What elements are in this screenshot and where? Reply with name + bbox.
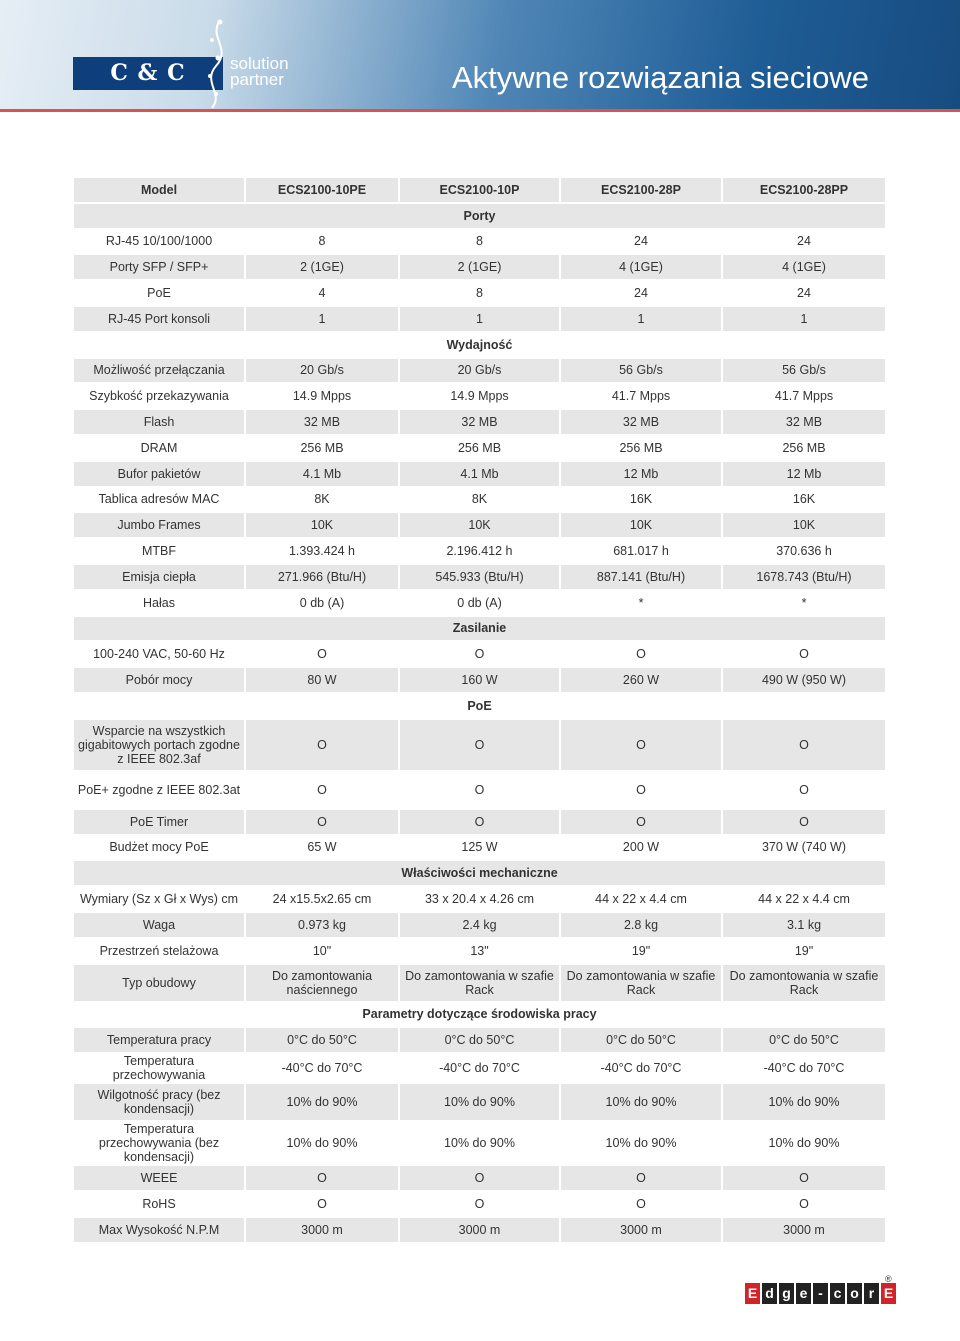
section-title: PoE <box>74 694 885 720</box>
cell-value: 2.8 kg <box>561 913 723 939</box>
cell-value: 0 db (A) <box>400 591 561 617</box>
cell-value: O <box>723 1166 885 1192</box>
table-row <box>74 230 885 256</box>
cell-value: O <box>246 720 400 772</box>
cell-value: 10K <box>246 513 400 539</box>
row-label: Temperatura przechowywania (bez kondensacji) <box>74 1122 246 1166</box>
cell-value: Do zamontowania w szafie Rack <box>723 965 885 1003</box>
cell-value: O <box>561 772 723 810</box>
cell-value: O <box>246 1192 400 1218</box>
cell-value: 10K <box>723 513 885 539</box>
cell-value: 10% do 90% <box>246 1084 400 1122</box>
row-label: RoHS <box>74 1192 246 1218</box>
section-header-row <box>74 694 885 720</box>
table-row <box>74 307 885 333</box>
cell-value: O <box>400 1192 561 1218</box>
row-label: Wsparcie na wszystkich gigabitowych portach zgodne z IEEE 802.3af <box>74 720 246 772</box>
logo-letter: c <box>830 1283 845 1304</box>
section-header-row <box>74 204 885 230</box>
cell-value: 256 MB <box>723 436 885 462</box>
cell-value: 14.9 Mpps <box>400 384 561 410</box>
table-row <box>74 281 885 307</box>
cell-value: Do zamontowania w szafie Rack <box>561 965 723 1003</box>
cell-value: 200 W <box>561 836 723 862</box>
table-row <box>74 810 885 836</box>
cell-value: 2.196.412 h <box>400 539 561 565</box>
cell-value: 24 <box>561 230 723 256</box>
cell-value: 0°C do 50°C <box>400 1028 561 1054</box>
row-label: RJ-45 10/100/1000 <box>74 230 246 256</box>
column-header: ECS2100-28PP <box>723 178 885 204</box>
cell-value: 8K <box>246 488 400 514</box>
row-label: Pobór mocy <box>74 668 246 694</box>
cell-value: 32 MB <box>723 410 885 436</box>
section-header-row <box>74 861 885 887</box>
row-label: DRAM <box>74 436 246 462</box>
cell-value: O <box>246 1166 400 1192</box>
cell-value: 3000 m <box>400 1218 561 1244</box>
logo-letter: g <box>779 1283 794 1304</box>
cell-value: O <box>723 810 885 836</box>
cell-value: 56 Gb/s <box>723 359 885 385</box>
edgecore-logo <box>745 1283 898 1304</box>
row-label: 100-240 VAC, 50-60 Hz <box>74 642 246 668</box>
cell-value: 80 W <box>246 668 400 694</box>
cell-value: 4 <box>246 281 400 307</box>
section-header-row <box>74 1003 885 1029</box>
cell-value: 1 <box>561 307 723 333</box>
table-row <box>74 913 885 939</box>
row-label: Porty SFP / SFP+ <box>74 255 246 281</box>
row-label: Budżet mocy PoE <box>74 836 246 862</box>
cell-value: 41.7 Mpps <box>723 384 885 410</box>
cell-value: 256 MB <box>246 436 400 462</box>
table-row <box>74 965 885 1003</box>
cell-value: 0 db (A) <box>246 591 400 617</box>
cell-value: 33 x 20.4 x 4.26 cm <box>400 887 561 913</box>
section-title: Właściwości mechaniczne <box>74 861 885 887</box>
cell-value: 4 (1GE) <box>723 255 885 281</box>
cell-value: 20 Gb/s <box>400 359 561 385</box>
row-label: Typ obudowy <box>74 965 246 1003</box>
cell-value: -40°C do 70°C <box>723 1054 885 1084</box>
cell-value: 271.966 (Btu/H) <box>246 565 400 591</box>
row-label: Waga <box>74 913 246 939</box>
cell-value: 24 <box>561 281 723 307</box>
logo-subtitle <box>230 56 289 88</box>
cell-value: 1.393.424 h <box>246 539 400 565</box>
cell-value: O <box>400 1166 561 1192</box>
cell-value: 44 x 22 x 4.4 cm <box>561 887 723 913</box>
cell-value: 41.7 Mpps <box>561 384 723 410</box>
table-row <box>74 1084 885 1122</box>
table-row <box>74 488 885 514</box>
table-row <box>74 359 885 385</box>
table-row <box>74 772 885 810</box>
cell-value: 370 W (740 W) <box>723 836 885 862</box>
row-label: Temperatura pracy <box>74 1028 246 1054</box>
row-label: Jumbo Frames <box>74 513 246 539</box>
cell-value: 125 W <box>400 836 561 862</box>
row-label: Flash <box>74 410 246 436</box>
table-row <box>74 513 885 539</box>
cell-value: 0°C do 50°C <box>561 1028 723 1054</box>
cell-value: * <box>723 591 885 617</box>
cell-value: O <box>561 810 723 836</box>
section-header-row <box>74 617 885 643</box>
cell-value: 32 MB <box>246 410 400 436</box>
cell-value: O <box>400 772 561 810</box>
row-label: Wilgotność pracy (bez kondensacji) <box>74 1084 246 1122</box>
table-row <box>74 1218 885 1244</box>
table-row <box>74 436 885 462</box>
cell-value: O <box>246 772 400 810</box>
cell-value: 0°C do 50°C <box>246 1028 400 1054</box>
cell-value: 8 <box>400 230 561 256</box>
cell-value: -40°C do 70°C <box>400 1054 561 1084</box>
row-label: Emisja ciepła <box>74 565 246 591</box>
table-row <box>74 1028 885 1054</box>
cell-value: 1 <box>723 307 885 333</box>
cell-value: O <box>561 642 723 668</box>
table-row <box>74 1122 885 1166</box>
cell-value: 44 x 22 x 4.4 cm <box>723 887 885 913</box>
table-row <box>74 720 885 772</box>
page-title: Aktywne rozwiązania sieciowe <box>452 60 869 95</box>
section-title: Porty <box>74 204 885 230</box>
table-row <box>74 836 885 862</box>
cell-value: 20 Gb/s <box>246 359 400 385</box>
cell-value: 1678.743 (Btu/H) <box>723 565 885 591</box>
cell-value: O <box>246 642 400 668</box>
table-row <box>74 384 885 410</box>
cell-value: 32 MB <box>561 410 723 436</box>
cell-value: 545.933 (Btu/H) <box>400 565 561 591</box>
cell-value: Do zamontowania naściennego <box>246 965 400 1003</box>
table-row <box>74 939 885 965</box>
cell-value: 19" <box>723 939 885 965</box>
section-title: Wydajność <box>74 333 885 359</box>
cell-value: 8 <box>246 230 400 256</box>
cell-value: 10K <box>400 513 561 539</box>
table-row <box>74 668 885 694</box>
cell-value: -40°C do 70°C <box>561 1054 723 1084</box>
table-row <box>74 565 885 591</box>
cell-value: 160 W <box>400 668 561 694</box>
cell-value: 10% do 90% <box>246 1122 400 1166</box>
cell-value: 1 <box>400 307 561 333</box>
cell-value: 10K <box>561 513 723 539</box>
row-label: Tablica adresów MAC <box>74 488 246 514</box>
column-header: ECS2100-10PE <box>246 178 400 204</box>
cell-value: 10% do 90% <box>723 1122 885 1166</box>
cell-value: 3000 m <box>561 1218 723 1244</box>
row-label: Temperatura przechowywania <box>74 1054 246 1084</box>
cell-value: 16K <box>723 488 885 514</box>
cc-logo: C & C <box>110 60 186 86</box>
cell-value: 56 Gb/s <box>561 359 723 385</box>
logo-letter: o <box>847 1283 862 1304</box>
cell-value: 2 (1GE) <box>400 255 561 281</box>
cell-value: 32 MB <box>400 410 561 436</box>
cell-value: 256 MB <box>561 436 723 462</box>
cell-value: O <box>723 1192 885 1218</box>
cell-value: O <box>723 642 885 668</box>
row-label: PoE <box>74 281 246 307</box>
cell-value: 1 <box>246 307 400 333</box>
cell-value: 260 W <box>561 668 723 694</box>
column-header: ECS2100-10P <box>400 178 561 204</box>
cell-value: O <box>723 720 885 772</box>
row-label: Hałas <box>74 591 246 617</box>
cell-value: Do zamontowania w szafie Rack <box>400 965 561 1003</box>
cell-value: 2.4 kg <box>400 913 561 939</box>
cell-value: 19" <box>561 939 723 965</box>
header-divider <box>0 109 960 112</box>
cell-value: 0.973 kg <box>246 913 400 939</box>
table-row <box>74 1192 885 1218</box>
cell-value: 3000 m <box>723 1218 885 1244</box>
row-label: WEEE <box>74 1166 246 1192</box>
logo-letter: E <box>745 1283 760 1304</box>
cell-value: 8K <box>400 488 561 514</box>
cell-value: O <box>400 810 561 836</box>
table-row <box>74 591 885 617</box>
cell-value: 10% do 90% <box>561 1084 723 1122</box>
row-label: RJ-45 Port konsoli <box>74 307 246 333</box>
cell-value: 16K <box>561 488 723 514</box>
cell-value: 887.141 (Btu/H) <box>561 565 723 591</box>
cell-value: 4 (1GE) <box>561 255 723 281</box>
section-title: Parametry dotyczące środowiska pracy <box>74 1003 885 1029</box>
cell-value: 12 Mb <box>561 462 723 488</box>
cell-value: O <box>723 772 885 810</box>
table-row <box>74 642 885 668</box>
cell-value: 24 <box>723 230 885 256</box>
cell-value: 24 <box>723 281 885 307</box>
row-label: Wymiary (Sz x Gł x Wys) cm <box>74 887 246 913</box>
cell-value: 14.9 Mpps <box>246 384 400 410</box>
row-label: Max Wysokość N.P.M <box>74 1218 246 1244</box>
logo-letter: r <box>864 1283 879 1304</box>
cell-value: * <box>561 591 723 617</box>
spec-table <box>74 178 885 1244</box>
cell-value: O <box>561 1166 723 1192</box>
row-label: MTBF <box>74 539 246 565</box>
logo-letter: e <box>796 1283 811 1304</box>
logo-subtitle-line-2: partner <box>230 70 284 89</box>
table-row <box>74 539 885 565</box>
cell-value: 681.017 h <box>561 539 723 565</box>
table-header-row <box>74 178 885 204</box>
logo-letter: d <box>762 1283 777 1304</box>
cell-value: 4.1 Mb <box>400 462 561 488</box>
table-row <box>74 1054 885 1084</box>
cell-value: O <box>561 1192 723 1218</box>
logo-subtitle-line-1: solution <box>230 54 289 73</box>
cell-value: O <box>400 642 561 668</box>
cell-value: 10% do 90% <box>561 1122 723 1166</box>
cell-value: 10% do 90% <box>400 1122 561 1166</box>
cell-value: O <box>400 720 561 772</box>
registered-mark: ® <box>885 1274 892 1284</box>
table-row <box>74 410 885 436</box>
cell-value: 4.1 Mb <box>246 462 400 488</box>
cell-value: 24 x15.5x2.65 cm <box>246 887 400 913</box>
cell-value: 13" <box>400 939 561 965</box>
column-header: ECS2100-28P <box>561 178 723 204</box>
section-title: Zasilanie <box>74 617 885 643</box>
cell-value: 490 W (950 W) <box>723 668 885 694</box>
row-label: Bufor pakietów <box>74 462 246 488</box>
row-label: Szybkość przekazywania <box>74 384 246 410</box>
cell-value: 2 (1GE) <box>246 255 400 281</box>
cell-value: 0°C do 50°C <box>723 1028 885 1054</box>
logo-letter: E <box>881 1283 896 1304</box>
cell-value: O <box>561 720 723 772</box>
cell-value: O <box>246 810 400 836</box>
cell-value: 3000 m <box>246 1218 400 1244</box>
cell-value: 10% do 90% <box>723 1084 885 1122</box>
table-row <box>74 1166 885 1192</box>
section-header-row <box>74 333 885 359</box>
column-header: Model <box>74 178 246 204</box>
row-label: Przestrzeń stelażowa <box>74 939 246 965</box>
table-row <box>74 887 885 913</box>
cell-value: 256 MB <box>400 436 561 462</box>
row-label: Możliwość przełączania <box>74 359 246 385</box>
row-label: PoE+ zgodne z IEEE 802.3at <box>74 772 246 810</box>
cell-value: 10" <box>246 939 400 965</box>
cell-value: 65 W <box>246 836 400 862</box>
cell-value: 12 Mb <box>723 462 885 488</box>
cell-value: 10% do 90% <box>400 1084 561 1122</box>
table-row <box>74 462 885 488</box>
logo-letter: - <box>813 1283 828 1304</box>
cell-value: -40°C do 70°C <box>246 1054 400 1084</box>
table-row <box>74 255 885 281</box>
cell-value: 3.1 kg <box>723 913 885 939</box>
row-label: PoE Timer <box>74 810 246 836</box>
cell-value: 8 <box>400 281 561 307</box>
cell-value: 370.636 h <box>723 539 885 565</box>
